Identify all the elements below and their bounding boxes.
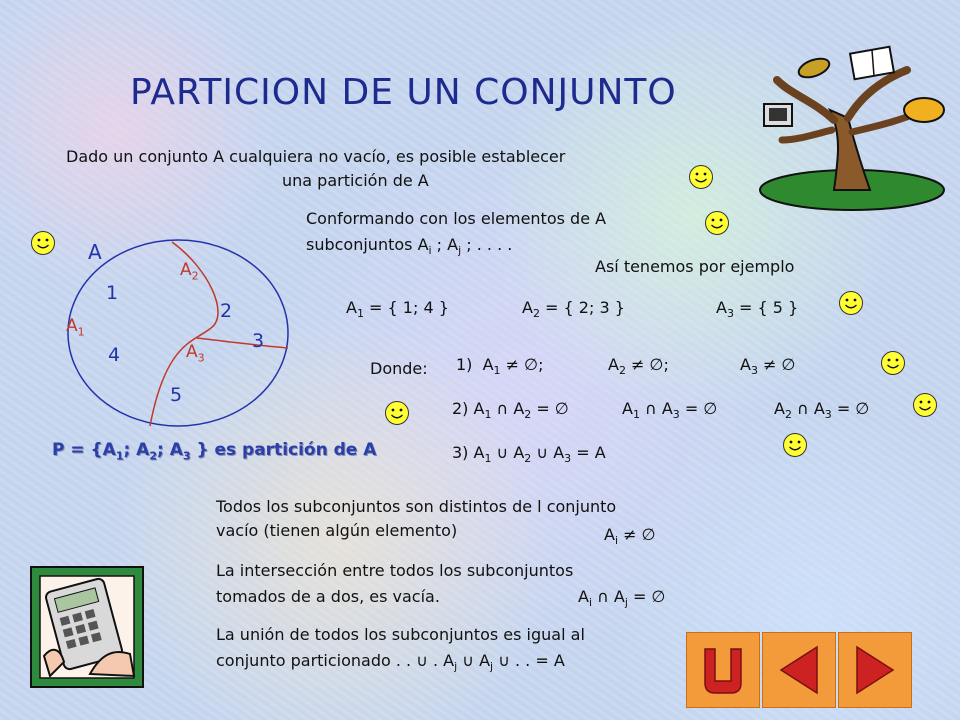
smiley-icon bbox=[688, 164, 714, 190]
subscript: 2 bbox=[532, 307, 540, 321]
element-3: 3 bbox=[252, 330, 265, 352]
condition-3: 3) $A_1$ ∪ $A_2$ ∪ $A_3 = A$ bbox=[452, 443, 606, 466]
subscript: j bbox=[624, 596, 628, 610]
subscript: 3 bbox=[672, 408, 680, 422]
smiley-icon bbox=[838, 290, 864, 316]
next-button[interactable] bbox=[838, 632, 912, 708]
formula-text: = ∅ bbox=[633, 587, 666, 606]
partition-text: P = {A bbox=[52, 440, 116, 460]
condition-2c: $A_2$ ∩ $A_3$ = ∅ bbox=[774, 399, 870, 422]
subscript: 3 bbox=[564, 452, 572, 466]
set-a-label: A bbox=[88, 240, 102, 264]
condition-1: 1) $A_1$ ≠ ∅; bbox=[456, 355, 544, 378]
condition-1b: $A_2$ ≠ ∅; bbox=[608, 355, 669, 378]
smiley-icon bbox=[704, 210, 730, 236]
condition-number: 2) bbox=[452, 399, 469, 418]
subscript: 1 bbox=[484, 452, 492, 466]
subscript: 3 bbox=[824, 408, 832, 422]
set-value: = { 5 } bbox=[739, 298, 799, 317]
condition-text: = ∅ bbox=[836, 399, 870, 418]
subscript: i bbox=[428, 244, 432, 258]
tree-with-books-clipart bbox=[752, 40, 952, 212]
subscript: j bbox=[458, 244, 462, 258]
element-2: 2 bbox=[220, 300, 233, 322]
subscript: 3 bbox=[726, 307, 734, 321]
condition-text: = ∅ bbox=[536, 399, 569, 418]
condition-number: 3) bbox=[452, 443, 469, 462]
formula-text: ≠ ∅ bbox=[623, 525, 656, 544]
subscript: i bbox=[588, 596, 593, 610]
smiley-icon bbox=[912, 392, 938, 418]
subset-a3-label bbox=[186, 342, 205, 364]
subscript: 2 bbox=[149, 449, 157, 463]
condition-text: = ∅ bbox=[684, 399, 718, 418]
smiley-icon bbox=[880, 350, 906, 376]
subscript: 1 bbox=[115, 449, 124, 463]
condition-text: ∩ A bbox=[496, 399, 525, 418]
explanation-3-line-2 bbox=[216, 650, 565, 678]
conforming-text: ; A bbox=[431, 235, 459, 254]
intro-line-2: una partición de A bbox=[282, 171, 429, 190]
condition-text: ≠ ∅ bbox=[763, 355, 796, 374]
subscript: j bbox=[490, 660, 494, 674]
conforming-text: subconjuntos A bbox=[306, 235, 429, 254]
example-heading: Así tenemos por ejemplo bbox=[595, 257, 795, 276]
partition-statement bbox=[52, 440, 376, 462]
subscript: 2 bbox=[618, 364, 626, 378]
formula-text: conjunto particionado . . ∪ . A bbox=[216, 651, 455, 670]
example-set-a2: $A_2$ = { 2; 3 } bbox=[522, 298, 625, 321]
condition-text: ∩ A bbox=[645, 399, 673, 418]
subscript: 2 bbox=[191, 269, 199, 283]
next-arrow-icon bbox=[839, 633, 911, 707]
smiley-icon bbox=[782, 432, 808, 458]
hand-calculator-clipart bbox=[30, 566, 144, 688]
subscript: 3 bbox=[197, 351, 205, 365]
explanation-3-line-1: La unión de todos los subconjuntos es igual al bbox=[216, 625, 585, 644]
condition-text: = A bbox=[576, 443, 606, 462]
condition-text: ≠ ∅; bbox=[631, 355, 669, 374]
set-value: = { 1; 4 } bbox=[369, 298, 449, 317]
conforming-line-2 bbox=[306, 234, 512, 262]
condition-2a: 2) $A_1$ ∩ $A_2$ = ∅ bbox=[452, 399, 569, 422]
condition-text: ∪ A bbox=[496, 443, 525, 462]
example-set-a3: $A_3$ = { 5 } bbox=[716, 298, 799, 321]
explanation-1-line-1: Todos los subconjuntos son distintos de l conjunto bbox=[216, 497, 617, 516]
subscript: 2 bbox=[524, 408, 532, 422]
subscript: 1 bbox=[493, 364, 501, 378]
subset-a1-label bbox=[66, 316, 85, 338]
subscript: i bbox=[614, 534, 619, 548]
formula-text: ∩ A bbox=[597, 587, 625, 606]
condition-text: ∪ A bbox=[536, 443, 565, 462]
subscript: 1 bbox=[356, 307, 364, 321]
subset-letter: A bbox=[66, 316, 78, 336]
explanation-1-formula: $A_i$ ≠ ∅ bbox=[604, 525, 656, 548]
condition-2b: $A_1$ ∩ $A_3$ = ∅ bbox=[622, 399, 718, 422]
previous-button[interactable] bbox=[762, 632, 836, 708]
subscript: 2 bbox=[784, 408, 792, 422]
subscript: j bbox=[454, 660, 458, 674]
conforming-text: ; . . . . bbox=[461, 235, 513, 254]
partition-line-2 bbox=[197, 338, 288, 348]
explanation-1-line-2: vacío (tienen algún elemento) bbox=[216, 521, 458, 540]
page-title: PARTICION DE UN CONJUNTO bbox=[130, 72, 677, 113]
smiley-icon bbox=[30, 230, 56, 256]
smiley-icon bbox=[384, 400, 410, 426]
element-1: 1 bbox=[106, 282, 119, 304]
subscript: 3 bbox=[182, 449, 191, 463]
condition-1c: $A_3$ ≠ ∅ bbox=[740, 355, 796, 378]
subset-letter: A bbox=[180, 260, 192, 280]
return-arrow-icon bbox=[687, 633, 759, 707]
subset-letter: A bbox=[186, 342, 198, 362]
subscript: 1 bbox=[632, 408, 640, 422]
subscript: 2 bbox=[524, 452, 532, 466]
explanation-2-formula: $A_i$ ∩ $A_j$ = ∅ bbox=[578, 587, 666, 610]
intro-line-1: Dado un conjunto A cualquiera no vacío, es posible establecer bbox=[66, 147, 566, 166]
condition-text: ∩ A bbox=[797, 399, 825, 418]
partition-text: ; A bbox=[123, 440, 150, 460]
formula-text: ∪ A bbox=[462, 651, 491, 670]
subscript: 3 bbox=[750, 364, 758, 378]
conforming-line-1: Conformando con los elementos de A bbox=[306, 209, 607, 228]
formula-text: ∪ . . = A bbox=[498, 651, 565, 670]
partition-text: ; A bbox=[157, 440, 183, 460]
condition-number: 1) bbox=[456, 355, 473, 374]
previous-arrow-icon bbox=[763, 633, 835, 707]
condition-text: ≠ ∅; bbox=[505, 355, 544, 374]
return-button[interactable] bbox=[686, 632, 760, 708]
subscript: 1 bbox=[77, 325, 85, 339]
donde-label: Donde: bbox=[370, 359, 428, 378]
subset-a2-label bbox=[180, 260, 199, 282]
subscript: 1 bbox=[484, 408, 492, 422]
explanation-2-line-1: La intersección entre todos los subconjuntos bbox=[216, 561, 574, 580]
element-4: 4 bbox=[108, 344, 121, 366]
element-5: 5 bbox=[170, 384, 183, 406]
partition-text: } es partición de A bbox=[190, 440, 377, 460]
example-set-a1: $A_1$ = { 1; 4 } bbox=[346, 298, 449, 321]
set-value: = { 2; 3 } bbox=[545, 298, 625, 317]
explanation-2-line-2: tomados de a dos, es vacía. bbox=[216, 587, 440, 606]
